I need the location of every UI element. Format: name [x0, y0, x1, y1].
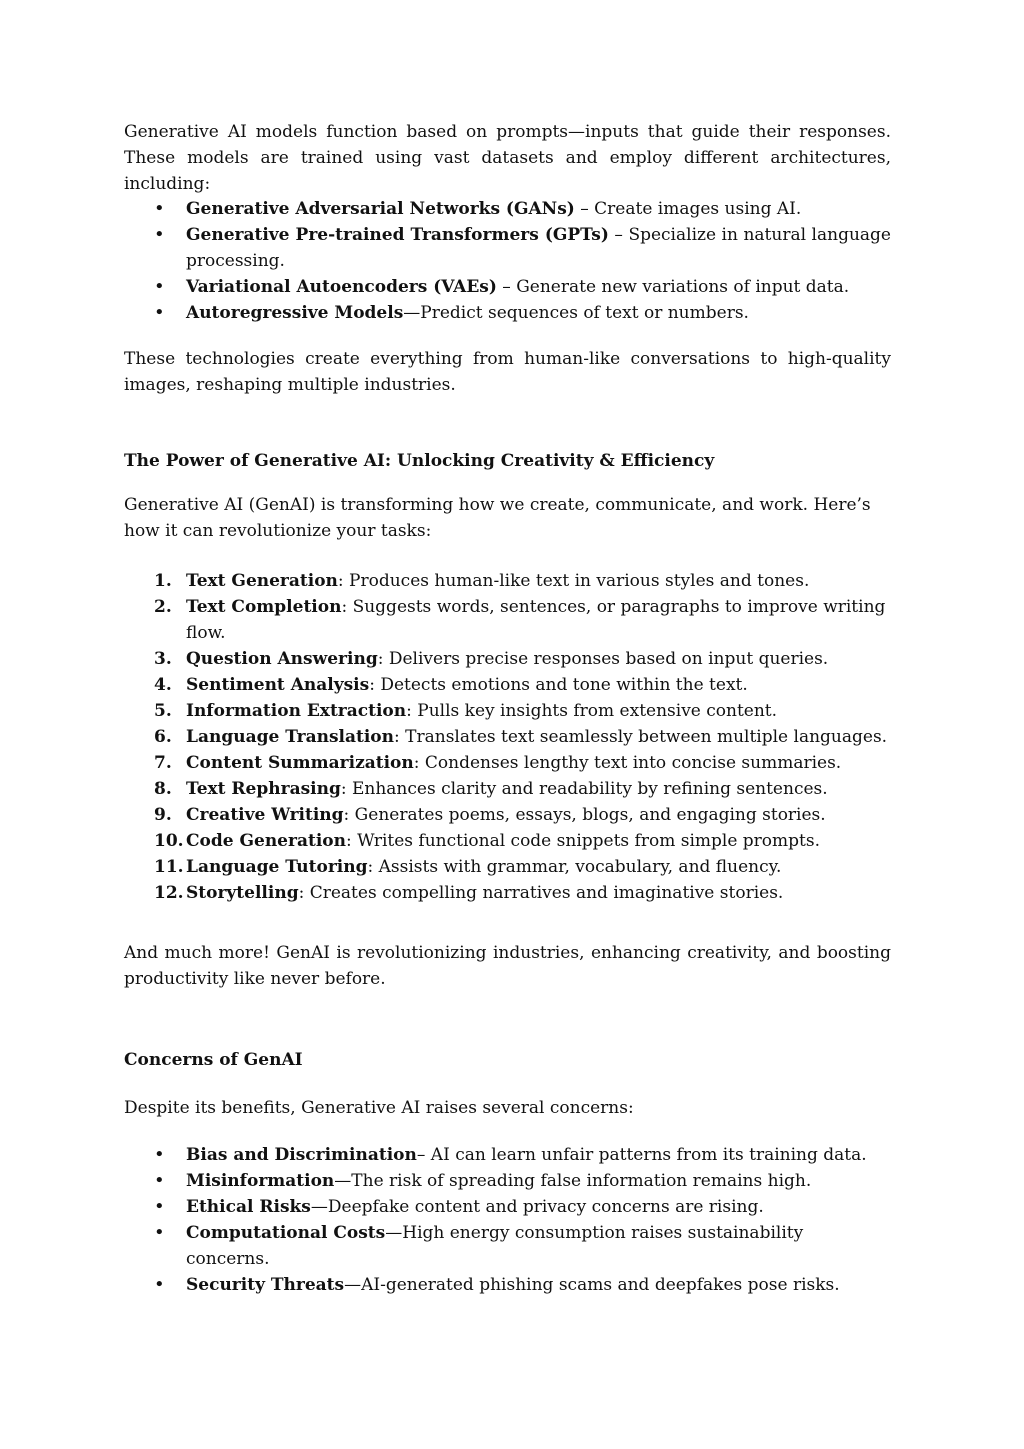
list-item-desc: : Generates poems, essays, blogs, and engaging stories. [343, 805, 826, 825]
list-item [124, 222, 891, 274]
list-item-term: Misinformation [186, 1171, 335, 1191]
list-item [124, 776, 891, 802]
list-item [124, 274, 891, 300]
list-item [124, 1194, 891, 1220]
list-item-number: 3. [154, 649, 172, 669]
bullet-icon: • [154, 302, 165, 323]
list-item-term: Information Extraction [186, 701, 407, 721]
bullet-icon: • [154, 1170, 165, 1191]
bullet-icon: • [154, 1274, 165, 1295]
list-item-term: Text Completion [186, 597, 342, 617]
list-item-desc: —Predict sequences of text or numbers. [403, 303, 749, 323]
list-item-number: 8. [154, 779, 172, 799]
capabilities-list [124, 568, 891, 906]
list-item [124, 828, 891, 854]
list-item [124, 880, 891, 906]
section-heading-power: The Power of Generative AI: Unlocking Creativity & Efficiency [124, 451, 715, 471]
list-item-desc: : Produces human-like text in various styles and tones. [337, 571, 810, 591]
list-item [124, 698, 891, 724]
list-item-number: 6. [154, 727, 172, 747]
list-item-term: Text Generation [186, 571, 338, 591]
list-item [124, 802, 891, 828]
list-item-term: Code Generation [186, 831, 346, 851]
list-item [124, 594, 891, 646]
list-item-number: 2. [154, 597, 172, 617]
list-item-desc: – AI can learn unfair patterns from its training data. [416, 1145, 867, 1165]
bullet-icon: • [154, 224, 165, 245]
bullet-icon: • [154, 276, 165, 297]
list-item-number: 5. [154, 701, 172, 721]
list-item [124, 724, 891, 750]
list-item-desc: —High energy consumption raises sustainability concerns. [186, 1223, 804, 1269]
list-item-term: Creative Writing [186, 805, 344, 825]
list-item-number: 9. [154, 805, 172, 825]
bullet-icon: • [154, 1196, 165, 1217]
list-item [124, 1142, 891, 1168]
bullet-icon: • [154, 1144, 165, 1165]
list-item [124, 196, 891, 222]
list-item-desc: —Deepfake content and privacy concerns are rising. [310, 1197, 764, 1217]
list-item [124, 1168, 891, 1194]
list-item-term: Storytelling [186, 883, 299, 903]
list-item-number: 10. [154, 831, 184, 851]
list-item-term: Autoregressive Models [186, 303, 404, 323]
list-item-desc: : Suggests words, sentences, or paragraphs to improve writing flow. [186, 597, 886, 643]
list-item [124, 1220, 891, 1272]
list-item-number: 12. [154, 883, 184, 903]
list-item-term: Language Tutoring [186, 857, 368, 877]
list-item-desc: – Specialize in natural language processing. [186, 225, 891, 271]
list-item-term: Text Rephrasing [186, 779, 341, 799]
list-item-desc: : Writes functional code snippets from simple prompts. [345, 831, 820, 851]
list-item-term: Variational Autoencoders (VAEs) [186, 277, 497, 297]
concerns-list [124, 1142, 891, 1298]
list-item-term: Bias and Discrimination [186, 1145, 417, 1165]
list-item-number: 11. [154, 857, 184, 877]
list-item-desc: : Detects emotions and tone within the text. [369, 675, 748, 695]
list-item-term: Computational Costs [186, 1223, 386, 1243]
architectures-list [124, 196, 891, 326]
list-item-term: Question Answering [186, 649, 378, 669]
list-item-term: Generative Pre-trained Transformers (GPTs) [186, 225, 609, 245]
list-item-number: 7. [154, 753, 172, 773]
bullet-icon: • [154, 198, 165, 219]
list-item-term: Ethical Risks [186, 1197, 311, 1217]
power-intro-paragraph: Generative AI (GenAI) is transforming how we create, communicate, and work. Here’s how it can revolutionize your tasks: [124, 495, 871, 541]
list-item-desc: —AI-generated phishing scams and deepfakes pose risks. [344, 1275, 840, 1295]
list-item-number: 1. [154, 571, 172, 591]
list-item-desc: : Pulls key insights from extensive content. [406, 701, 778, 721]
list-item [124, 750, 891, 776]
list-item [124, 672, 891, 698]
list-item-desc: – Generate new variations of input data. [496, 277, 850, 297]
list-item [124, 854, 891, 880]
list-item-desc: : Assists with grammar, vocabulary, and fluency. [367, 857, 782, 877]
list-item-desc: : Delivers precise responses based on input queries. [377, 649, 829, 669]
list-item-desc: —The risk of spreading false information remains high. [334, 1171, 812, 1191]
list-item-term: Security Threats [186, 1275, 345, 1295]
technologies-paragraph: These technologies create everything from human-like conversations to high-quality images, reshaping multiple industries. [124, 349, 891, 395]
list-item-desc: : Enhances clarity and readability by refining sentences. [340, 779, 828, 799]
list-item-number: 4. [154, 675, 172, 695]
bullet-icon: • [154, 1222, 165, 1243]
list-item-desc: : Condenses lengthy text into concise summaries. [413, 753, 842, 773]
list-item-term: Language Translation [186, 727, 395, 747]
closing-paragraph: And much more! GenAI is revolutionizing industries, enhancing creativity, and boosting productivity like never before. [124, 943, 891, 989]
list-item-term: Sentiment Analysis [186, 675, 370, 695]
list-item-term: Content Summarization [186, 753, 414, 773]
list-item-term: Generative Adversarial Networks (GANs) [186, 199, 575, 219]
list-item-desc: : Translates text seamlessly between multiple languages. [394, 727, 888, 747]
intro-paragraph: Generative AI models function based on prompts—inputs that guide their responses. These models are trained using vast datasets and employ different architectures, including: [124, 122, 891, 194]
list-item [124, 300, 891, 326]
section-heading-concerns: Concerns of GenAI [124, 1050, 303, 1070]
list-item [124, 646, 891, 672]
list-item [124, 568, 891, 594]
list-item-desc: – Create images using AI. [574, 199, 802, 219]
concerns-intro-paragraph: Despite its benefits, Generative AI raises several concerns: [124, 1098, 634, 1118]
list-item-desc: : Creates compelling narratives and imaginative stories. [298, 883, 784, 903]
list-item [124, 1272, 891, 1298]
